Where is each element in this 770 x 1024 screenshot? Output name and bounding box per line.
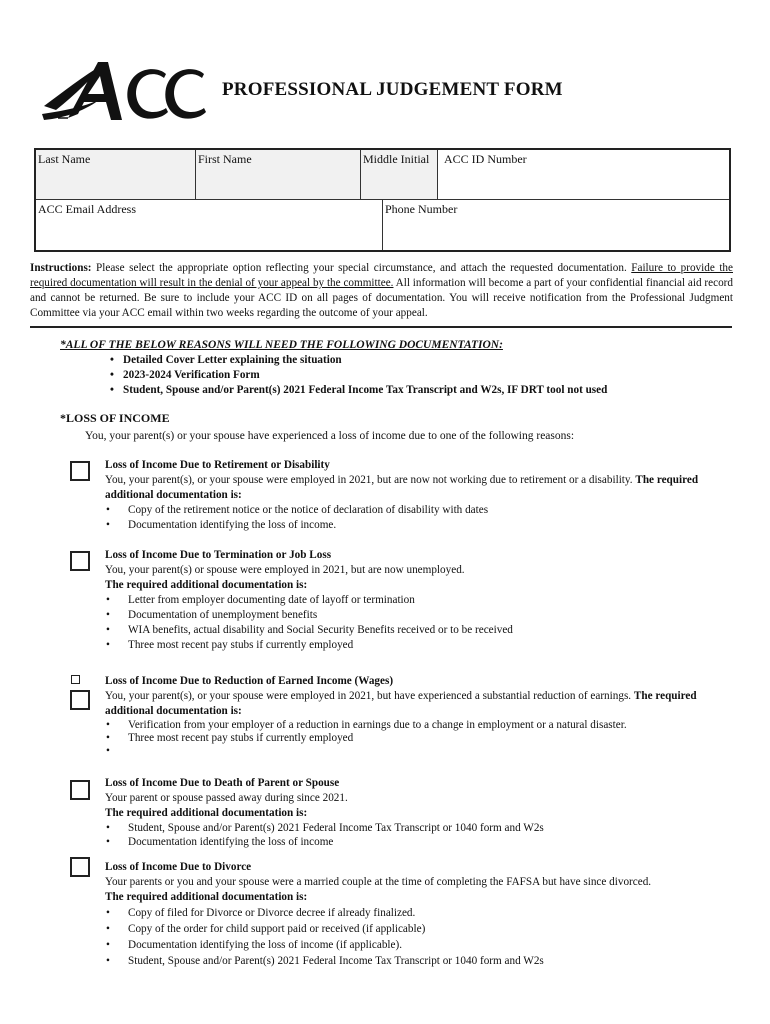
logo-text: ACC [38, 58, 41, 59]
option-title: Loss of Income Due to Death of Parent or Spouse [105, 777, 340, 789]
option-req-label: The required additional documentation is: [105, 807, 308, 819]
retirement-checkbox[interactable] [70, 461, 90, 481]
list-item: • Documentation of unemployment benefits [105, 608, 735, 623]
list-item: • Three most recent pay stubs if currently employed [105, 732, 735, 745]
reduction-small-checkbox[interactable] [71, 675, 80, 684]
option-termination [105, 548, 735, 653]
list-item: • 2023-2024 Verification Form [110, 368, 607, 383]
list-item: • Documentation identifying the loss of income (if applicable). [105, 937, 735, 953]
option-doc-list [105, 821, 735, 849]
email-label: ACC Email Address [38, 202, 136, 216]
middle-initial-label: Middle Initial [363, 152, 430, 166]
first-name-label: First Name [198, 152, 252, 166]
divider [30, 326, 732, 328]
death-checkbox[interactable] [70, 780, 90, 800]
option-title: Loss of Income Due to Reduction of Earned Income (Wages) [105, 675, 394, 687]
option-title: Loss of Income Due to Divorce [105, 861, 252, 873]
option-description: You, your parent(s), or your spouse were employed in 2021, but have experienced a substantial reduction of earnings. The required additional documentation is: [105, 690, 697, 717]
instructions-text-2: All information will become a part of your confidential financial aid record and cannot be returned. Be sure to include your ACC ID on all pages of documentation. You will receive notification from the Professional Judgment Committee via your ACC email within two weeks regarding the outcome of your appeal. [30, 277, 733, 319]
option-reduction [105, 674, 735, 758]
loss-of-income-subtext: You, your parent(s) or your spouse have experienced a loss of income due to one of the following reasons: [85, 430, 575, 442]
option-doc-list [105, 503, 735, 533]
last-name-field[interactable] [36, 150, 195, 199]
list-item: • Student, Spouse and/or Parent(s) 2021 Federal Income Tax Transcript and W2s, IF DRT tool not used [110, 383, 607, 398]
list-item: • Student, Spouse and/or Parent(s) 2021 Federal Income Tax Transcript or 1040 form and W2s [105, 953, 735, 969]
loss-of-income-heading: *LOSS OF INCOME [60, 411, 170, 425]
acc-id-field[interactable] [438, 150, 729, 199]
instructions-warning: Failure to provide the required documentation will result in the denial of your appeal by the committee. [30, 262, 733, 289]
option-req-label: The required additional documentation is: [105, 579, 308, 591]
option-doc-list [105, 593, 735, 653]
option-description: Your parents or you and your spouse were a married couple at the time of completing the FAFSA but have since divorced. [105, 876, 652, 888]
email-field[interactable] [36, 200, 382, 250]
list-item: • Documentation identifying the loss of income [105, 835, 735, 849]
list-item: • Copy of the order for child support paid or received (if applicable) [105, 921, 735, 937]
list-item: • WIA benefits, actual disability and Social Security Benefits received or to be received [105, 623, 735, 638]
divorce-checkbox[interactable] [70, 857, 90, 877]
option-description: You, your parent(s), or your spouse were employed in 2021, but are now not working due to retirement or a disability. The required additional documentation is: [105, 474, 699, 501]
list-item: • Three most recent pay stubs if currently employed [105, 638, 735, 653]
first-name-field[interactable] [196, 150, 360, 199]
instructions-label: Instructions: [30, 262, 92, 274]
phone-field[interactable] [383, 200, 729, 250]
option-death [105, 776, 735, 849]
option-divorce [105, 860, 735, 969]
option-doc-list [105, 905, 735, 969]
student-info-table [34, 148, 731, 252]
list-item: • Copy of filed for Divorce or Divorce decree if already finalized. [105, 905, 735, 921]
last-name-label: Last Name [38, 152, 91, 166]
option-doc-list [105, 719, 735, 758]
middle-initial-field[interactable] [361, 150, 437, 199]
required-docs-list [110, 353, 607, 398]
list-item: • Detailed Cover Letter explaining the situation [110, 353, 607, 368]
option-retirement [105, 458, 735, 533]
list-item: • Student, Spouse and/or Parent(s) 2021 Federal Income Tax Transcript or 1040 form and W2s [105, 821, 735, 835]
termination-checkbox[interactable] [70, 551, 90, 571]
option-req-label: The required additional documentation is: [105, 891, 308, 903]
option-title: Loss of Income Due to Retirement or Disability [105, 459, 330, 471]
form-title: PROFESSIONAL JUDGEMENT FORM [222, 79, 563, 100]
acc-id-label: ACC ID Number [444, 152, 527, 166]
instructions [30, 261, 733, 321]
option-description: You, your parent(s) or spouse were employed in 2021, but are now unemployed. [105, 564, 465, 576]
list-item: • Letter from employer documenting date of layoff or termination [105, 593, 735, 608]
list-item: • Verification from your employer of a reduction in earnings due to a change in employment or a natural disaster. [105, 719, 735, 732]
required-docs-heading: *ALL OF THE BELOW REASONS WILL NEED THE FOLLOWING DOCUMENTATION: [60, 339, 503, 351]
list-item [105, 745, 735, 758]
option-description: Your parent or spouse passed away during since 2021. [105, 792, 348, 804]
list-item: • Documentation identifying the loss of income. [105, 518, 735, 533]
list-item: • Copy of the retirement notice or the notice of declaration of disability with dates [105, 503, 735, 518]
instructions-text-1: Please select the appropriate option reflecting your special circumstance, and attach the requested documentation. [91, 262, 632, 274]
phone-label: Phone Number [385, 202, 458, 216]
option-title: Loss of Income Due to Termination or Job Loss [105, 549, 332, 561]
acc-logo [38, 58, 208, 128]
reduction-checkbox[interactable] [70, 690, 90, 710]
